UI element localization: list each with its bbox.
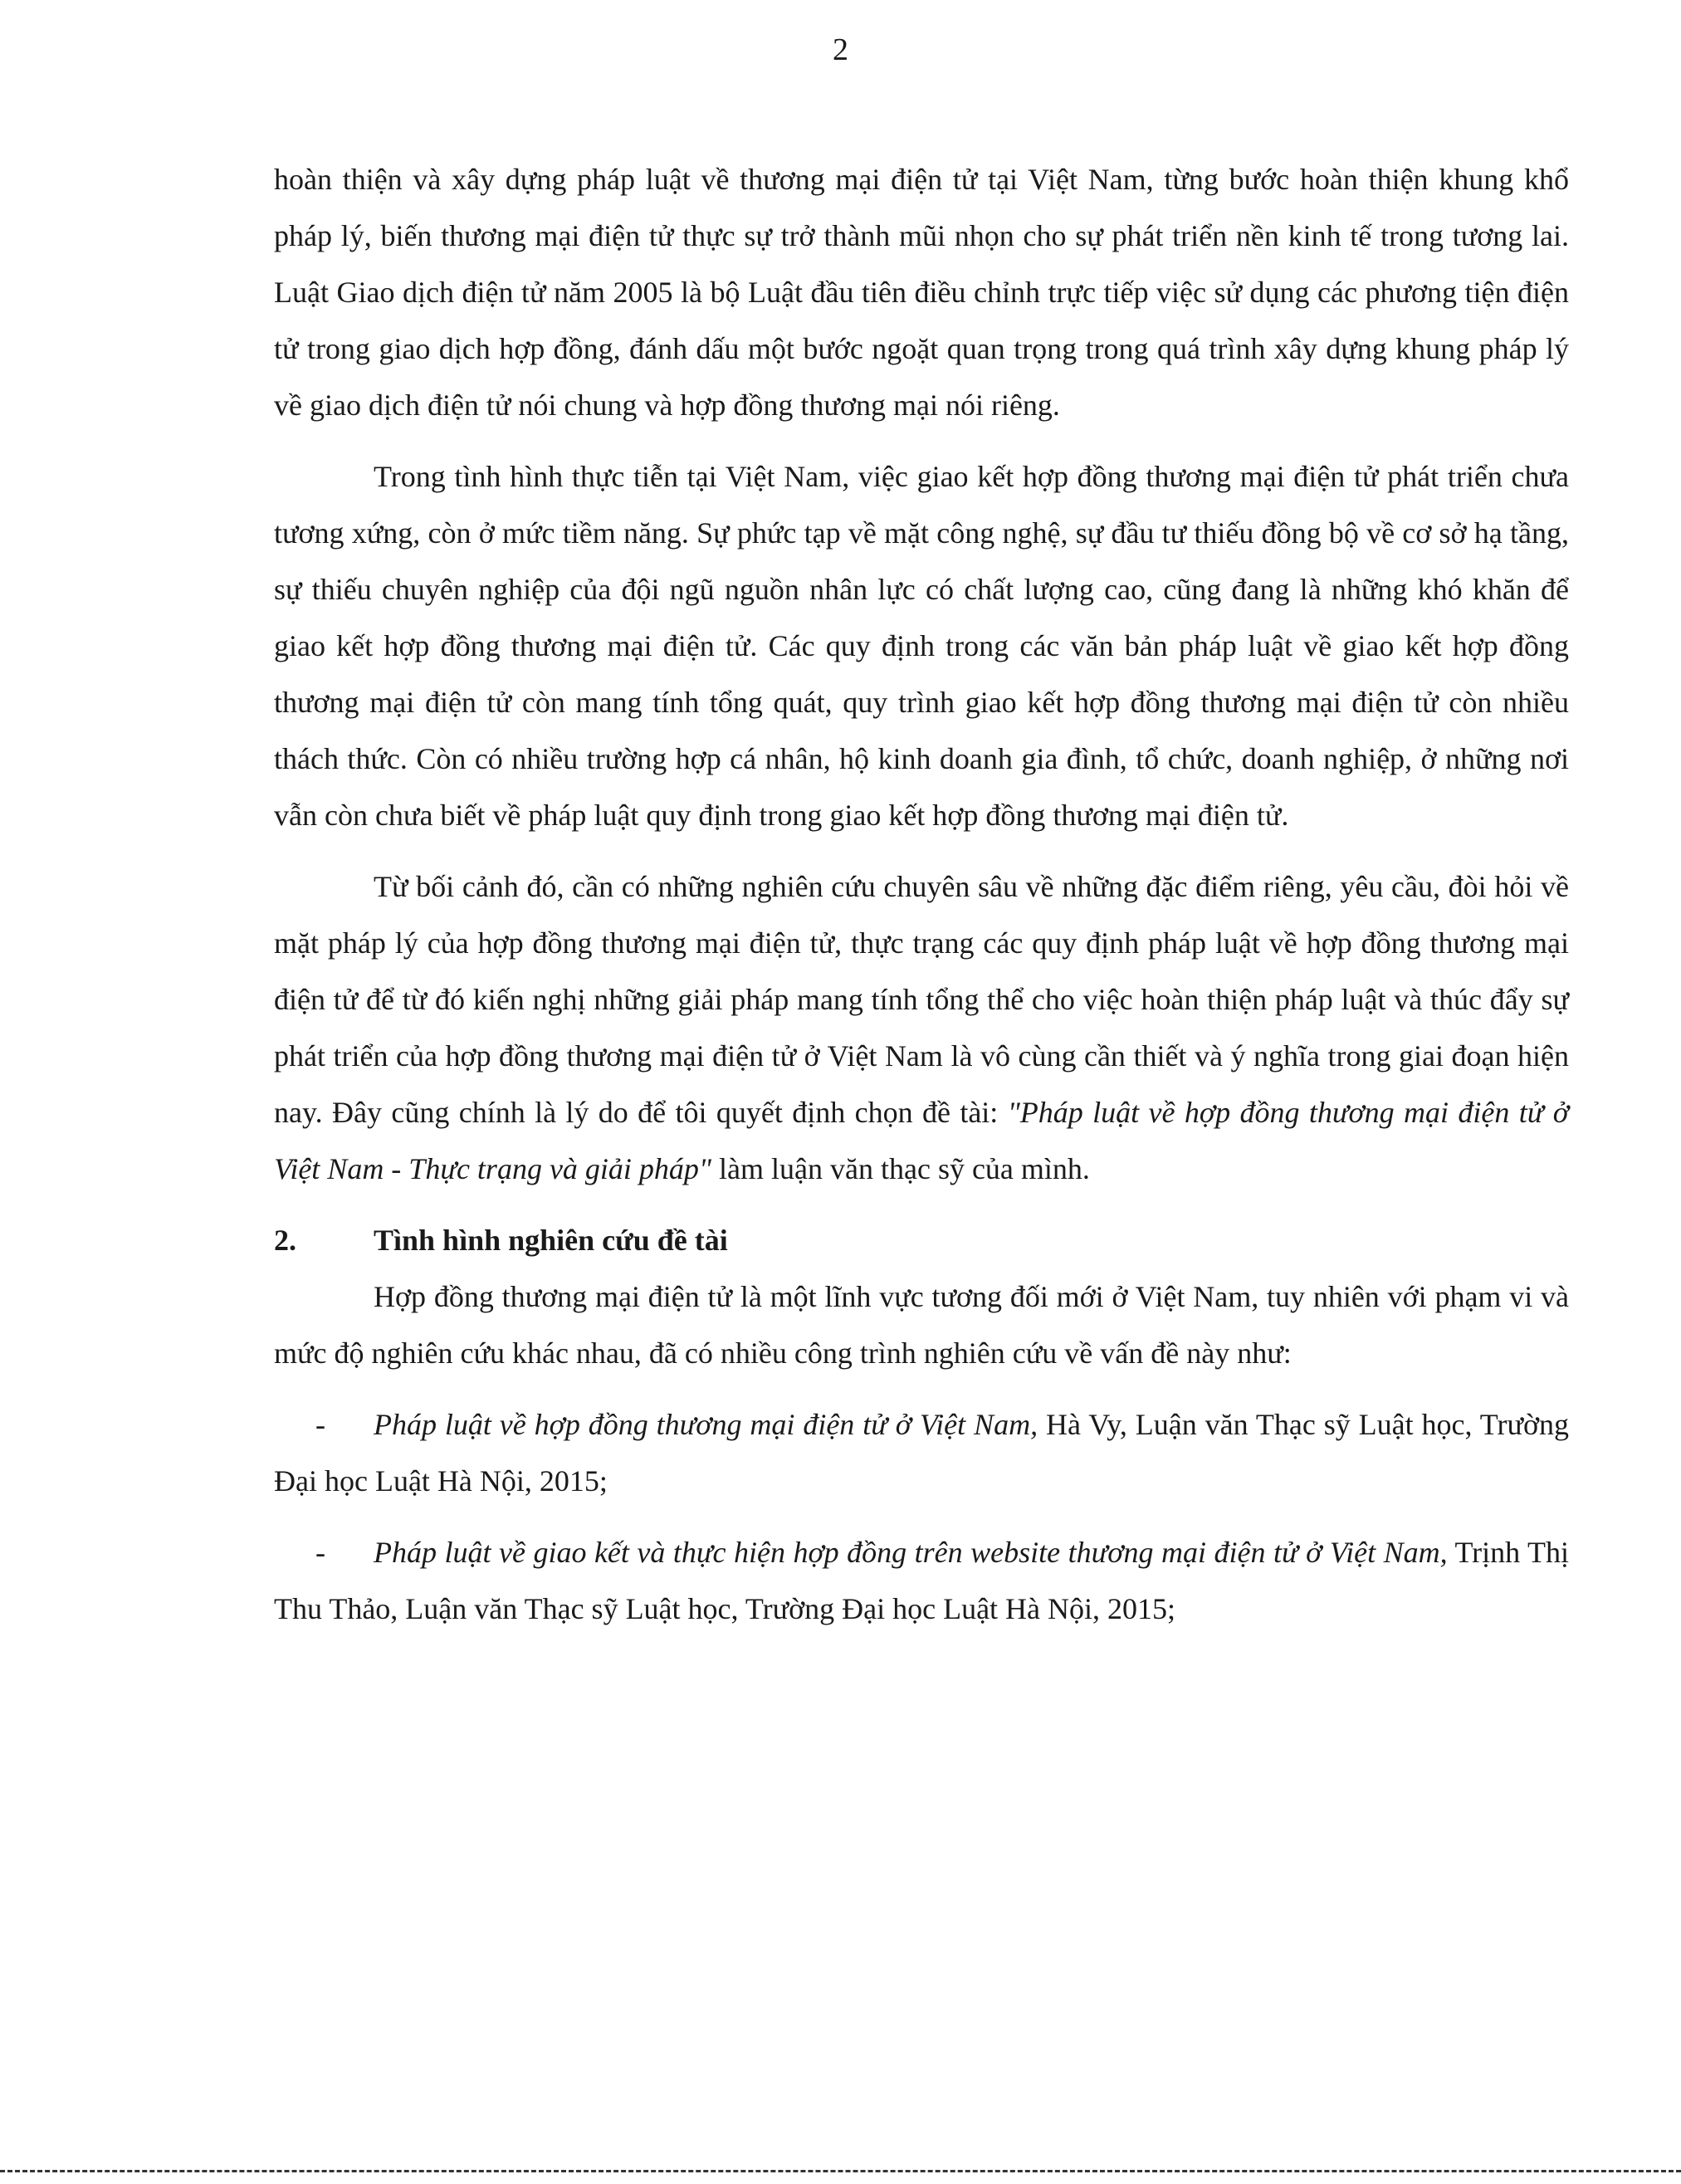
section-number: 2. — [274, 1224, 296, 1257]
reference-item — [274, 1524, 1569, 1637]
section-heading — [274, 1212, 1569, 1268]
reference-title: Pháp luật về hợp đồng thương mại điện tử ở Việt Nam, — [374, 1408, 1038, 1441]
paragraph-3 — [274, 858, 1569, 1197]
page-bottom-divider — [0, 2170, 1681, 2172]
reference-details: Hà Vy, Luận văn Thạc sỹ Luật học, Trường Đại học Luật Hà Nội, 2015; — [274, 1408, 1570, 1498]
reference-title: Pháp luật về giao kết và thực hiện hợp đồng trên website thương mại điện tử ở Việt Nam, — [374, 1536, 1448, 1569]
section-intro: Hợp đồng thương mại điện tử là một lĩnh vực tương đối mới ở Việt Nam, tuy nhiên với phạm vi và mức độ nghiên cứu khác nhau, đã có nhiều công trình nghiên cứu về vấn đề này như: — [274, 1280, 1569, 1370]
document-body — [274, 151, 1569, 1652]
page-number: 2 — [833, 32, 848, 67]
paragraph-3-text: Từ bối cảnh đó, cần có những nghiên cứu chuyên sâu về những đặc điểm riêng, yêu cầu, đòi hỏi về mặt pháp lý của hợp đồng thương mại điện tử, thực trạng các quy định pháp luật về hợp đồng thương mại điện tử để từ đó kiến nghị những giải pháp mang tính tổng thể cho việc hoàn thiện pháp luật và thúc đẩy sự phát triển của hợp đồng thương mại điện tử ở Việt Nam là vô cùng cần thiết và ý nghĩa trong giai đoạn hiện nay. Đây cũng chính là lý do để tôi quyết định chọn đề tài: — [274, 870, 1569, 1129]
section-title: Tình hình nghiên cứu đề tài — [374, 1224, 728, 1257]
paragraph-3-end: làm luận văn thạc sỹ của mình. — [711, 1152, 1090, 1185]
reference-dash: - — [315, 1536, 325, 1569]
paragraph-2: Trong tình hình thực tiễn tại Việt Nam, việc giao kết hợp đồng thương mại điện tử phát triển chưa tương xứng, còn ở mức tiềm năng. Sự phức tạp về mặt công nghệ, sự đầu tư thiếu đồng bộ về cơ sở hạ tầng, sự thiếu chuyên nghiệp của đội ngũ nguồn nhân lực có chất lượng cao, cũng đang là những khó khăn để giao kết hợp đồng thương mại điện tử. Các quy định trong các văn bản pháp luật về giao kết hợp đồng thương mại điện tử còn mang tính tổng quát, quy trình giao kết hợp đồng thương mại điện tử còn nhiều thách thức. Còn có nhiều trường hợp cá nhân, hộ kinh doanh gia đình, tổ chức, doanh nghiệp, ở những nơi vẫn còn chưa biết về pháp luật quy định trong giao kết hợp đồng thương mại điện tử. — [274, 460, 1569, 832]
reference-details: Trịnh Thị Thu Thảo, Luận văn Thạc sỹ Luật học, Trường Đại học Luật Hà Nội, 2015; — [274, 1536, 1569, 1625]
thesis-title: "Pháp luật về hợp đồng thương mại điện tử ở Việt Nam - Thực trạng và giải pháp" — [274, 1096, 1569, 1185]
paragraph-1: hoàn thiện và xây dựng pháp luật về thương mại điện tử tại Việt Nam, từng bước hoàn thiện khung khổ pháp lý, biến thương mại điện tử thực sự trở thành mũi nhọn cho sự phát triển nền kinh tế trong tương lai. Luật Giao dịch điện tử năm 2005 là bộ Luật đầu tiên điều chỉnh trực tiếp việc sử dụng các phương tiện điện tử trong giao dịch hợp đồng, đánh dấu một bước ngoặt quan trọng trong quá trình xây dựng khung pháp lý về giao dịch điện tử nói chung và hợp đồng thương mại nói riêng. — [274, 163, 1569, 422]
reference-dash: - — [315, 1408, 325, 1441]
reference-item — [274, 1396, 1569, 1509]
